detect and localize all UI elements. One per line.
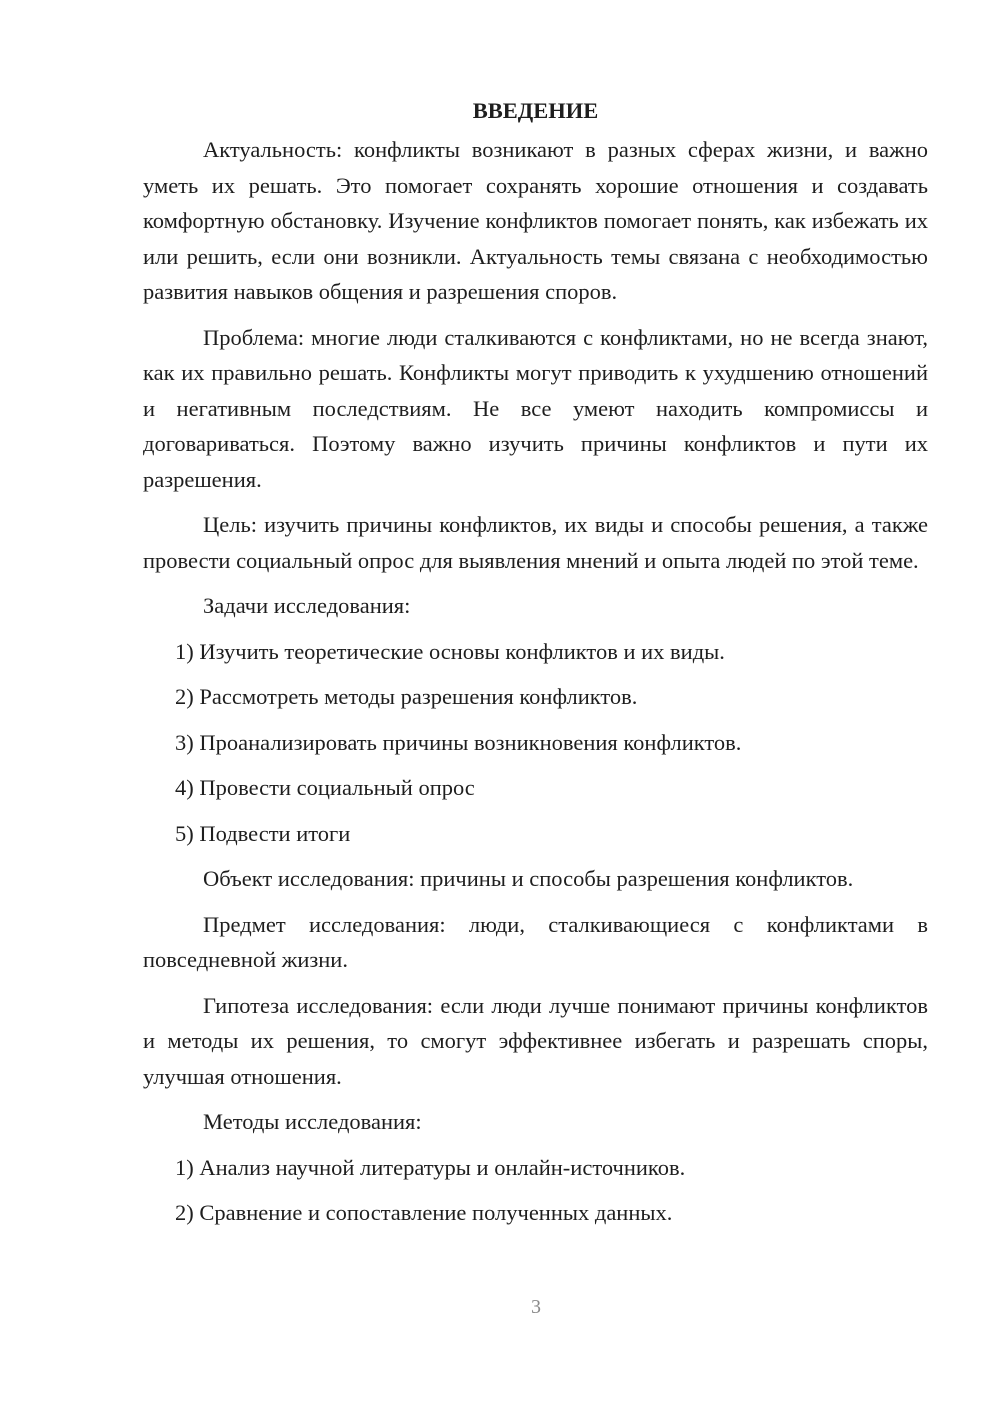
page-title: ВВЕДЕНИЕ (472, 98, 599, 123)
methods-heading: Методы исследования: (203, 1109, 422, 1134)
object-paragraph: Объект исследования: причины и способы разрешения конфликтов. (203, 866, 854, 891)
tasks-list (143, 634, 928, 852)
method-item: 2) Сравнение и сопоставление полученных данных. (175, 1200, 673, 1225)
task-item: 5) Подвести итоги (175, 820, 351, 846)
page-content (143, 96, 928, 1241)
methods-list (143, 1150, 928, 1231)
subject-paragraph: Предмет исследования: люди, сталкивающиеся с конфликтами в повседневной жизни. (143, 911, 928, 972)
task-item: 3) Проанализировать причины возникновения конфликтов. (175, 729, 742, 755)
goal-paragraph: Цель: изучить причины конфликтов, их виды и способы решения, а также провести социальный опрос для выявления мнений и опыта людей по этой теме. (143, 512, 928, 573)
task-item: 4) Провести социальный опрос (175, 775, 475, 800)
hypothesis-paragraph: Гипотеза исследования: если люди лучше понимают причины конфликтов и методы их решения, то смогут эффективнее избегать и разрешать споры, улучшая отношения. (143, 992, 928, 1089)
relevance-paragraph: Актуальность: конфликты возникают в разных сферах жизни, и важно уметь их решать. Это помогает сохранять хорошие отношения и создавать комфортную обстановку. Изучение конфликтов помогает понять, как избежать их или решить, если они возникли. Актуальность темы связана с необходимостью развития навыков общения и разрешения споров. (143, 137, 928, 304)
tasks-heading: Задачи исследования: (203, 593, 411, 618)
page-number: 3 (531, 1296, 541, 1318)
task-item: 1) Изучить теоретические основы конфликтов и их виды. (175, 638, 725, 664)
task-item: 2) Рассмотреть методы разрешения конфликтов. (175, 684, 638, 709)
problem-paragraph: Проблема: многие люди сталкиваются с конфликтами, но не всегда знают, как их правильно решать. Конфликты могут приводить к ухудшению отношений и негативным последствиям. Не все умеют находить компромиссы и договариваться. Поэтому важно изучить причины конфликтов и пути их разрешения. (143, 324, 928, 492)
method-item: 1) Анализ научной литературы и онлайн-источников. (175, 1154, 686, 1180)
